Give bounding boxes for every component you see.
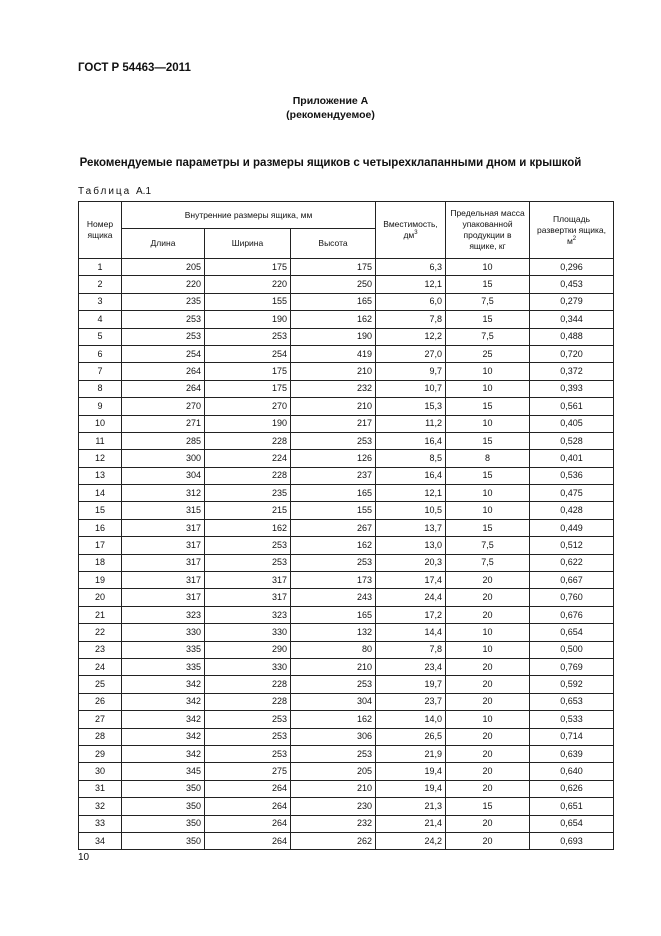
cell-number: 32 (79, 798, 122, 815)
cell-length: 270 (122, 398, 205, 415)
cell-width: 264 (205, 798, 291, 815)
cell-area: 0,622 (530, 554, 614, 571)
cell-mass: 15 (446, 398, 530, 415)
cell-height: 210 (291, 658, 376, 675)
cell-length: 350 (122, 815, 205, 832)
cell-capacity: 19,7 (376, 676, 446, 693)
cell-number: 14 (79, 485, 122, 502)
cell-mass: 10 (446, 485, 530, 502)
cell-mass: 10 (446, 259, 530, 276)
cell-mass: 10 (446, 380, 530, 397)
cell-mass: 15 (446, 798, 530, 815)
cell-length: 253 (122, 328, 205, 345)
cell-width: 228 (205, 676, 291, 693)
cell-number: 28 (79, 728, 122, 745)
table-row (79, 745, 614, 762)
cell-length: 264 (122, 380, 205, 397)
cell-height: 175 (291, 259, 376, 276)
cell-width: 162 (205, 519, 291, 536)
cell-capacity: 7,8 (376, 641, 446, 658)
cell-width: 190 (205, 311, 291, 328)
cell-capacity: 15,3 (376, 398, 446, 415)
table-row (79, 658, 614, 675)
cell-length: 342 (122, 676, 205, 693)
cell-capacity: 27,0 (376, 345, 446, 362)
cell-capacity: 19,4 (376, 780, 446, 797)
cell-mass: 20 (446, 745, 530, 762)
cell-height: 162 (291, 311, 376, 328)
cell-mass: 20 (446, 728, 530, 745)
cell-number: 17 (79, 537, 122, 554)
table-row (79, 259, 614, 276)
cell-mass: 20 (446, 763, 530, 780)
table-row (79, 537, 614, 554)
cell-length: 350 (122, 798, 205, 815)
cell-area: 0,453 (530, 276, 614, 293)
table-row (79, 624, 614, 641)
cell-height: 210 (291, 780, 376, 797)
cell-height: 165 (291, 485, 376, 502)
table-row (79, 467, 614, 484)
cell-area: 0,654 (530, 815, 614, 832)
table-body (79, 259, 614, 850)
cell-number: 21 (79, 606, 122, 623)
cell-area: 0,693 (530, 832, 614, 849)
cell-area: 0,561 (530, 398, 614, 415)
table-row (79, 798, 614, 815)
cell-capacity: 21,4 (376, 815, 446, 832)
cell-capacity: 9,7 (376, 363, 446, 380)
cell-width: 215 (205, 502, 291, 519)
cell-width: 228 (205, 432, 291, 449)
cell-number: 19 (79, 572, 122, 589)
cell-number: 27 (79, 711, 122, 728)
cell-area: 0,279 (530, 293, 614, 310)
header-area (530, 202, 614, 259)
cell-width: 235 (205, 485, 291, 502)
cell-mass: 10 (446, 641, 530, 658)
table-row (79, 432, 614, 449)
cell-width: 175 (205, 259, 291, 276)
cell-mass: 20 (446, 780, 530, 797)
cell-capacity: 12,1 (376, 276, 446, 293)
table-row (79, 485, 614, 502)
cell-width: 330 (205, 658, 291, 675)
cell-width: 175 (205, 380, 291, 397)
cell-height: 250 (291, 276, 376, 293)
table-row (79, 606, 614, 623)
cell-mass: 8 (446, 450, 530, 467)
cell-length: 271 (122, 415, 205, 432)
cell-width: 155 (205, 293, 291, 310)
cell-length: 323 (122, 606, 205, 623)
cell-capacity: 17,2 (376, 606, 446, 623)
cell-length: 317 (122, 519, 205, 536)
cell-number: 9 (79, 398, 122, 415)
cell-length: 285 (122, 432, 205, 449)
cell-height: 80 (291, 641, 376, 658)
cell-height: 253 (291, 676, 376, 693)
cell-capacity: 14,0 (376, 711, 446, 728)
cell-number: 7 (79, 363, 122, 380)
cell-length: 335 (122, 658, 205, 675)
cell-area: 0,488 (530, 328, 614, 345)
header-capacity (376, 202, 446, 259)
cell-number: 30 (79, 763, 122, 780)
table-row (79, 711, 614, 728)
cell-area: 0,676 (530, 606, 614, 623)
cell-number: 6 (79, 345, 122, 362)
cell-capacity: 6,3 (376, 259, 446, 276)
cell-number: 29 (79, 745, 122, 762)
table-row (79, 832, 614, 849)
cell-area: 0,640 (530, 763, 614, 780)
cell-area: 0,653 (530, 693, 614, 710)
cell-capacity: 10,5 (376, 502, 446, 519)
cell-mass: 20 (446, 815, 530, 832)
cell-height: 237 (291, 467, 376, 484)
cell-capacity: 21,9 (376, 745, 446, 762)
cell-capacity: 20,3 (376, 554, 446, 571)
cell-height: 267 (291, 519, 376, 536)
cell-height: 190 (291, 328, 376, 345)
cell-height: 253 (291, 432, 376, 449)
header-area-sup: 2 (572, 235, 577, 242)
cell-area: 0,720 (530, 345, 614, 362)
cell-height: 232 (291, 380, 376, 397)
cell-area: 0,401 (530, 450, 614, 467)
cell-number: 10 (79, 415, 122, 432)
cell-capacity: 8,5 (376, 450, 446, 467)
cell-number: 31 (79, 780, 122, 797)
table-row (79, 554, 614, 571)
cell-width: 323 (205, 606, 291, 623)
cell-width: 275 (205, 763, 291, 780)
cell-length: 253 (122, 311, 205, 328)
cell-height: 217 (291, 415, 376, 432)
cell-number: 1 (79, 259, 122, 276)
table-row (79, 311, 614, 328)
cell-area: 0,639 (530, 745, 614, 762)
cell-area: 0,769 (530, 658, 614, 675)
table-row (79, 345, 614, 362)
table-caption-number: А.1 (136, 186, 152, 197)
cell-area: 0,654 (530, 624, 614, 641)
table-row (79, 572, 614, 589)
cell-area: 0,372 (530, 363, 614, 380)
cell-capacity: 12,2 (376, 328, 446, 345)
cell-length: 342 (122, 728, 205, 745)
cell-capacity: 17,4 (376, 572, 446, 589)
cell-length: 264 (122, 363, 205, 380)
cell-length: 300 (122, 450, 205, 467)
header-capacity-sup: 3 (414, 230, 418, 237)
header-capacity-text: Вместимость, дм (383, 219, 438, 240)
cell-capacity: 26,5 (376, 728, 446, 745)
header-height: Высота (291, 229, 376, 259)
table-row (79, 763, 614, 780)
cell-width: 330 (205, 624, 291, 641)
table-row (79, 693, 614, 710)
cell-capacity: 11,2 (376, 415, 446, 432)
cell-width: 253 (205, 328, 291, 345)
cell-number: 18 (79, 554, 122, 571)
cell-width: 190 (205, 415, 291, 432)
cell-length: 317 (122, 537, 205, 554)
cell-mass: 7,5 (446, 293, 530, 310)
cell-width: 253 (205, 537, 291, 554)
table-row (79, 328, 614, 345)
cell-height: 253 (291, 745, 376, 762)
cell-number: 24 (79, 658, 122, 675)
cell-capacity: 7,8 (376, 311, 446, 328)
cell-mass: 20 (446, 676, 530, 693)
cell-capacity: 14,4 (376, 624, 446, 641)
header-number: Номер ящика (79, 202, 122, 259)
table-row (79, 398, 614, 415)
cell-mass: 15 (446, 276, 530, 293)
cell-area: 0,405 (530, 415, 614, 432)
page-number: 10 (78, 852, 90, 863)
table-caption (78, 186, 151, 197)
cell-width: 224 (205, 450, 291, 467)
cell-length: 220 (122, 276, 205, 293)
cell-capacity: 13,0 (376, 537, 446, 554)
cell-width: 253 (205, 745, 291, 762)
cell-length: 205 (122, 259, 205, 276)
cell-length: 342 (122, 745, 205, 762)
cell-area: 0,592 (530, 676, 614, 693)
cell-width: 264 (205, 832, 291, 849)
cell-length: 304 (122, 467, 205, 484)
cell-width: 228 (205, 693, 291, 710)
cell-number: 2 (79, 276, 122, 293)
cell-height: 306 (291, 728, 376, 745)
cell-width: 253 (205, 554, 291, 571)
table-row (79, 676, 614, 693)
cell-number: 13 (79, 467, 122, 484)
cell-capacity: 10,7 (376, 380, 446, 397)
cell-height: 230 (291, 798, 376, 815)
cell-height: 126 (291, 450, 376, 467)
cell-mass: 10 (446, 711, 530, 728)
cell-height: 205 (291, 763, 376, 780)
cell-area: 0,475 (530, 485, 614, 502)
table-row (79, 276, 614, 293)
cell-capacity: 24,2 (376, 832, 446, 849)
cell-area: 0,528 (530, 432, 614, 449)
header-area-text: Площадь развертки ящика, м (537, 213, 607, 246)
cell-length: 342 (122, 711, 205, 728)
table-row (79, 363, 614, 380)
cell-height: 210 (291, 398, 376, 415)
cell-mass: 15 (446, 519, 530, 536)
cell-area: 0,500 (530, 641, 614, 658)
cell-height: 253 (291, 554, 376, 571)
cell-capacity: 12,1 (376, 485, 446, 502)
cell-area: 0,428 (530, 502, 614, 519)
cell-width: 317 (205, 572, 291, 589)
cell-mass: 15 (446, 311, 530, 328)
parameters-table (78, 201, 614, 850)
cell-length: 335 (122, 641, 205, 658)
cell-number: 33 (79, 815, 122, 832)
cell-area: 0,714 (530, 728, 614, 745)
cell-height: 243 (291, 589, 376, 606)
cell-capacity: 16,4 (376, 432, 446, 449)
page-title: Рекомендуемые параметры и размеры ящиков с четырехклапанными дном и крышкой (79, 157, 582, 169)
cell-area: 0,393 (530, 380, 614, 397)
cell-number: 34 (79, 832, 122, 849)
cell-capacity: 16,4 (376, 467, 446, 484)
cell-area: 0,533 (530, 711, 614, 728)
cell-length: 235 (122, 293, 205, 310)
cell-width: 228 (205, 467, 291, 484)
cell-width: 175 (205, 363, 291, 380)
cell-length: 317 (122, 589, 205, 606)
cell-mass: 20 (446, 572, 530, 589)
cell-mass: 10 (446, 363, 530, 380)
table-row (79, 728, 614, 745)
document-code: ГОСТ Р 54463—2011 (78, 62, 191, 74)
cell-mass: 10 (446, 415, 530, 432)
header-length: Длина (122, 229, 205, 259)
cell-height: 173 (291, 572, 376, 589)
cell-number: 26 (79, 693, 122, 710)
cell-area: 0,651 (530, 798, 614, 815)
cell-capacity: 6,0 (376, 293, 446, 310)
cell-length: 317 (122, 572, 205, 589)
cell-mass: 7,5 (446, 537, 530, 554)
cell-mass: 15 (446, 432, 530, 449)
cell-capacity: 23,4 (376, 658, 446, 675)
cell-height: 165 (291, 293, 376, 310)
cell-capacity: 19,4 (376, 763, 446, 780)
cell-height: 165 (291, 606, 376, 623)
cell-height: 262 (291, 832, 376, 849)
cell-mass: 25 (446, 345, 530, 362)
cell-width: 253 (205, 711, 291, 728)
header-inner-dims: Внутренние размеры ящика, мм (122, 202, 376, 229)
cell-mass: 20 (446, 589, 530, 606)
cell-number: 11 (79, 432, 122, 449)
cell-mass: 15 (446, 467, 530, 484)
cell-capacity: 21,3 (376, 798, 446, 815)
cell-number: 20 (79, 589, 122, 606)
cell-mass: 7,5 (446, 328, 530, 345)
cell-capacity: 24,4 (376, 589, 446, 606)
cell-area: 0,296 (530, 259, 614, 276)
cell-length: 330 (122, 624, 205, 641)
cell-length: 342 (122, 693, 205, 710)
table-row (79, 641, 614, 658)
cell-number: 15 (79, 502, 122, 519)
cell-number: 23 (79, 641, 122, 658)
cell-number: 8 (79, 380, 122, 397)
cell-number: 16 (79, 519, 122, 536)
cell-length: 312 (122, 485, 205, 502)
cell-area: 0,667 (530, 572, 614, 589)
cell-number: 5 (79, 328, 122, 345)
cell-height: 162 (291, 537, 376, 554)
header-mass: Предельная масса упакованной продукции в ящике, кг (446, 202, 530, 259)
cell-area: 0,626 (530, 780, 614, 797)
cell-height: 162 (291, 711, 376, 728)
cell-width: 264 (205, 780, 291, 797)
table-row (79, 293, 614, 310)
cell-mass: 20 (446, 606, 530, 623)
cell-width: 290 (205, 641, 291, 658)
cell-height: 210 (291, 363, 376, 380)
table-row (79, 519, 614, 536)
cell-area: 0,344 (530, 311, 614, 328)
cell-width: 317 (205, 589, 291, 606)
table-row (79, 380, 614, 397)
appendix-status: (рекомендуемое) (286, 109, 375, 121)
cell-number: 22 (79, 624, 122, 641)
cell-height: 232 (291, 815, 376, 832)
cell-area: 0,449 (530, 519, 614, 536)
appendix-label: Приложение А (292, 95, 369, 107)
cell-mass: 20 (446, 658, 530, 675)
cell-width: 264 (205, 815, 291, 832)
table-caption-word: Таблица (78, 186, 132, 197)
table-row (79, 815, 614, 832)
cell-number: 4 (79, 311, 122, 328)
cell-area: 0,760 (530, 589, 614, 606)
table-row (79, 780, 614, 797)
cell-length: 350 (122, 832, 205, 849)
table-row (79, 415, 614, 432)
cell-mass: 20 (446, 832, 530, 849)
cell-length: 350 (122, 780, 205, 797)
cell-mass: 20 (446, 693, 530, 710)
cell-width: 254 (205, 345, 291, 362)
cell-number: 3 (79, 293, 122, 310)
cell-height: 155 (291, 502, 376, 519)
cell-capacity: 23,7 (376, 693, 446, 710)
table-row (79, 450, 614, 467)
cell-length: 254 (122, 345, 205, 362)
cell-width: 253 (205, 728, 291, 745)
header-width: Ширина (205, 229, 291, 259)
cell-mass: 7,5 (446, 554, 530, 571)
cell-number: 12 (79, 450, 122, 467)
cell-width: 270 (205, 398, 291, 415)
cell-capacity: 13,7 (376, 519, 446, 536)
cell-height: 132 (291, 624, 376, 641)
cell-area: 0,512 (530, 537, 614, 554)
cell-mass: 10 (446, 502, 530, 519)
cell-number: 25 (79, 676, 122, 693)
table-row (79, 502, 614, 519)
cell-height: 304 (291, 693, 376, 710)
cell-mass: 10 (446, 624, 530, 641)
cell-length: 345 (122, 763, 205, 780)
table-row (79, 589, 614, 606)
cell-height: 419 (291, 345, 376, 362)
cell-length: 317 (122, 554, 205, 571)
cell-width: 220 (205, 276, 291, 293)
cell-length: 315 (122, 502, 205, 519)
cell-area: 0,536 (530, 467, 614, 484)
